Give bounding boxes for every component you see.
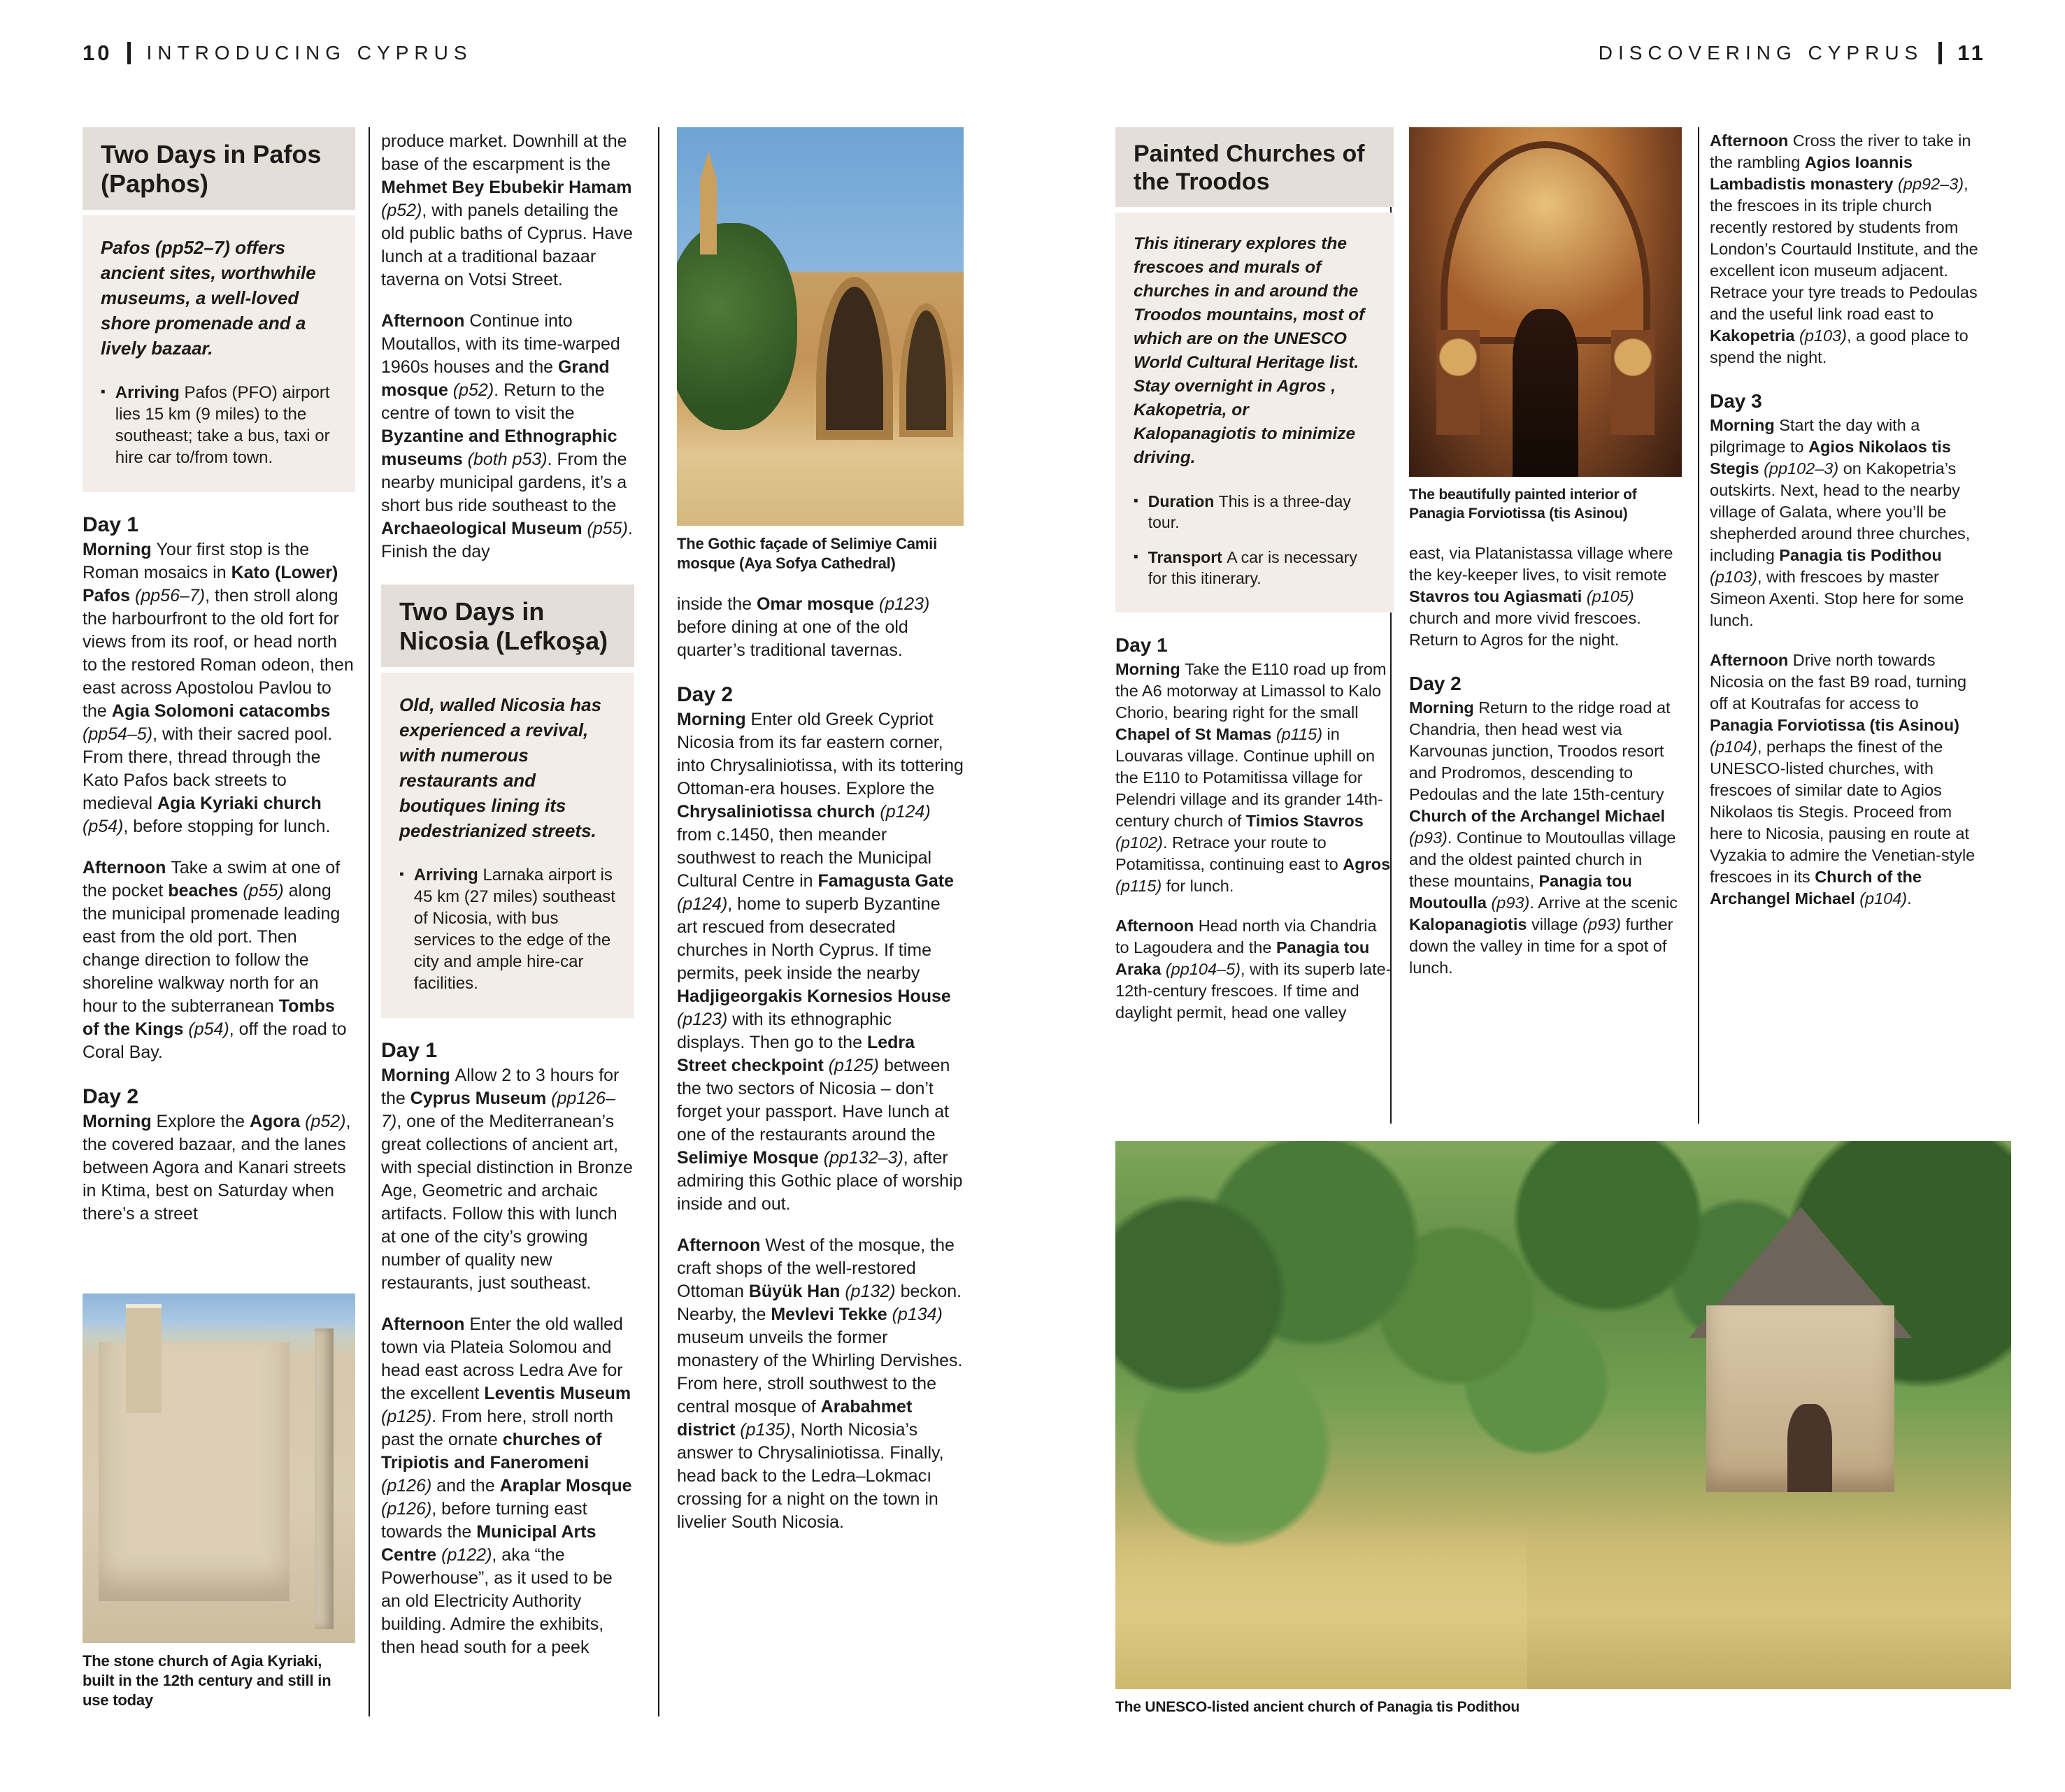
minaret-shape bbox=[700, 151, 717, 255]
itinerary-paragraph: Morning Your first stop is the Roman mosaics in Kato (Lower) Pafos (pp56–7), then stroll along the harbourfront to the old fort for views from its roof, or head north to the restored Roman odeon, then east across Apostolou Pavlou to the Agia Solomoni catacombs (pp54–5), with their sacred pool. From there, thread through the Kato Pafos back streets to medieval Agia Kyriaki church (p54), before stopping for lunch. bbox=[83, 540, 354, 836]
tree-shape bbox=[677, 223, 797, 430]
fact-text: Arriving Pafos (PFO) airport lies 15 km (9 miles) to the southeast; take a bus, taxi or hire car to/from town. bbox=[115, 383, 330, 467]
fresco-figure-shape bbox=[1436, 330, 1480, 435]
left-page-header bbox=[83, 41, 473, 66]
header-divider-bar bbox=[127, 42, 131, 64]
itinerary-paragraph: Afternoon Head north via Chandria to Lagoudera and the Panagia tou Araka (pp104–5), with its superb late-12th-century frescoes. If time and daylight permit, head one valley bbox=[1115, 917, 1392, 1022]
photo-landscape-image bbox=[1115, 1141, 2011, 1689]
belfry-shape bbox=[126, 1304, 162, 1413]
itinerary-paragraph: Afternoon Take a swim at one of the pocket beaches (p55) along the municipal promenade leading east from the old port. Then change direction to follow the shoreline walkway north for an hour to the subterranean Tombs of the Kings (p54), off the road to Coral Bay. bbox=[83, 858, 347, 1062]
day-heading: Day 1 bbox=[83, 513, 139, 536]
itinerary-paragraph: inside the Omar mosque (p123) before dining at one of the old quarter’s traditional tavernas. bbox=[677, 594, 930, 660]
fresco-figure-shape bbox=[1611, 330, 1655, 435]
column-rule bbox=[369, 127, 370, 1716]
column-troodos-4 bbox=[1115, 127, 1394, 1124]
square-bullet-icon: ▪ bbox=[399, 867, 404, 882]
itinerary-box-troodos bbox=[1115, 127, 1394, 612]
itinerary-box-pafos bbox=[83, 127, 355, 492]
day-heading: Day 1 bbox=[381, 1039, 438, 1062]
photo-panagia-forviotissa-interior bbox=[1409, 127, 1682, 523]
box-title-troodos: Painted Churches of the Troodos bbox=[1115, 127, 1394, 207]
column-pafos-1 bbox=[83, 127, 355, 1288]
left-page-number: 10 bbox=[83, 41, 113, 65]
itinerary-paragraph: produce market. Downhill at the base of the escarpment is the Mehmet Bey Ebubekir Hamam (p52), with panels detailing the old public baths of Cyprus. Have lunch at a traditional bazaar taverna on Votsi Street. bbox=[381, 131, 633, 289]
ancient-column-shape bbox=[315, 1328, 334, 1629]
column-nicosia-3 bbox=[677, 127, 964, 1716]
itinerary-paragraph: Afternoon Cross the river to take in the rambling Agios Ioannis Lambadistis monastery (pp92–3), the frescoes in its triple church recently restored by students from London’s Courtauld Institute, and the excellent icon museum adjacent. Retrace your tyre treads to Pedoulas and the useful link road east to Kakopetria (p103), a good place to spend the night. bbox=[1710, 131, 1978, 366]
photo-caption: The stone church of Agia Kyriaki, built in the 12th century and still in use today bbox=[83, 1652, 331, 1709]
itinerary-paragraph: Afternoon Drive north towards Nicosia on the fast B9 road, turning off at Koutrafas for access to Panagia Forviotissa (tis Asinou) (p104), perhaps the finest of the UNESCO-listed churches, with frescoes of similar date to Agios Nikolaos tis Stegis. Proceed from here to Nicosia, pausing en route at Vyzakia to admire the Venetian-style frescoes in its Church of the Archangel Michael (p104). bbox=[1710, 651, 1975, 908]
fact-text: Transport A car is necessary for this itinerary. bbox=[1148, 548, 1357, 587]
photo-caption: The UNESCO-listed ancient church of Panagia tis Podithou bbox=[1115, 1699, 1520, 1715]
day-heading: Day 1 bbox=[1115, 634, 1168, 656]
itinerary-paragraph: Afternoon West of the mosque, the craft shops of the well-restored Ottoman Büyük Han (p132) beckon. Nearby, the Mevlevi Tekke (p134) museum unveils the former monastery of the Whirling Dervishes. From here, stroll southwest to the central mosque of Arabahmet district (p135), North Nicosia’s answer to Chrysaliniotissa. Finally, head back to the Ledra–Lokmacı crossing for a night on the town in livelier South Nicosia. bbox=[677, 1235, 963, 1532]
right-section-title: DISCOVERING CYPRUS bbox=[1598, 42, 1924, 64]
photo-agia-kyriaki bbox=[83, 1293, 355, 1710]
square-bullet-icon: ▪ bbox=[1134, 550, 1138, 564]
fact-duration bbox=[1134, 491, 1376, 533]
column-troodos-6 bbox=[1710, 130, 1984, 1124]
itinerary-paragraph: Afternoon Enter the old walled town via Plateia Solomou and head east across Ledra Ave for the excellent Leventis Museum (p125). From here, stroll north past the ornate churches of Tripiotis and Faneromeni (p126) and the Araplar Mosque (p126), before turning east towards the Municipal Arts Centre (p122), aka “the Powerhouse”, as it used to be an old Electricity Authority building. Admire the exhibits, then head south for a peek bbox=[381, 1314, 632, 1657]
photo-caption: The Gothic façade of Selimiye Camii mosque (Aya Sofya Cathedral) bbox=[677, 535, 937, 572]
doorway-shape bbox=[1513, 309, 1578, 477]
day-heading: Day 2 bbox=[677, 683, 734, 706]
photo-agia-kyriaki-image bbox=[83, 1293, 355, 1643]
column-rule bbox=[658, 127, 659, 1716]
fact-transport bbox=[1134, 547, 1376, 589]
gothic-arch-shape bbox=[826, 287, 883, 430]
itinerary-paragraph: Afternoon Continue into Moutallos, with its time-warped 1960s houses and the Grand mosque (p52). Return to the centre of town to visit the Byzantine and Ethnographic museums (both p53). From the nearby municipal gardens, it’s a short bus ride southeast to the Archaeological Museum (p55). Finish the day bbox=[381, 311, 633, 561]
photo-panagia-tis-podithou bbox=[1115, 1141, 2011, 1716]
fact-arriving bbox=[399, 864, 616, 994]
itinerary-paragraph: Morning Allow 2 to 3 hours for the Cyprus Museum (pp126–7), one of the Mediterranean’s great collections of ancient art, with special distinction in Bronze Age, Geometric and archaic artifacts. Follow this with lunch at one of the city’s growing number of quality new restaurants, just southeast. bbox=[381, 1066, 633, 1293]
box-body-troodos bbox=[1115, 213, 1394, 612]
gothic-arch-shape bbox=[906, 310, 946, 430]
box-title-pafos: Two Days in Pafos (Paphos) bbox=[83, 127, 355, 210]
right-page-number: 11 bbox=[1957, 41, 1986, 65]
column-troodos-5 bbox=[1409, 127, 1682, 1124]
day-heading: Day 3 bbox=[1710, 390, 1762, 412]
day-heading: Day 2 bbox=[83, 1085, 139, 1108]
left-section-title: INTRODUCING CYPRUS bbox=[146, 42, 473, 64]
dry-grass-shape bbox=[1115, 1525, 1527, 1689]
box-intro-nicosia: Old, walled Nicosia has experienced a revival, with numerous restaurants and boutiques lining its pedestrianized streets. bbox=[399, 694, 601, 841]
box-title-nicosia: Two Days in Nicosia (Lefkoşa) bbox=[381, 585, 634, 667]
photo-selimiye-camii bbox=[677, 127, 964, 573]
photo-fresco-image bbox=[1409, 127, 1682, 477]
itinerary-paragraph: east, via Platanistassa village where the key-keeper lives, to visit remote Stavros tou Agiasmati (p105) church and more vivid frescoes. Return to Agros for the night. bbox=[1409, 544, 1673, 649]
church-door-shape bbox=[1787, 1404, 1832, 1491]
right-page-header bbox=[1599, 41, 1986, 66]
fact-text: Arriving Larnaka airport is 45 km (27 miles) southeast of Nicosia, with bus services to the edge of the city and ample hire-car facilities. bbox=[413, 866, 615, 993]
itinerary-paragraph: Morning Return to the ridge road at Chandria, then head west via Karvounas junction, Troodos resort and Prodromos, descending to Pedoulas and the late 15th-century Church of the Archangel Michael (p93). Continue to Moutoullas village and the oldest painted church in these mountains, Panagia tou Moutoulla (p93). Arrive at the scenic Kalopanagiotis village (p93) further down the valley in time for a spot of lunch. bbox=[1409, 698, 1678, 977]
itinerary-box-nicosia bbox=[381, 585, 634, 1018]
box-body-pafos bbox=[83, 215, 355, 492]
fact-text: Duration This is a three-day tour. bbox=[1148, 492, 1351, 531]
square-bullet-icon: ▪ bbox=[101, 385, 106, 399]
column-pafos-nicosia-2 bbox=[381, 130, 634, 1716]
itinerary-paragraph: Morning Explore the Agora (p52), the covered bazaar, and the lanes between Agora and Kanari streets in Ktima, best on Saturday when there’s a street bbox=[83, 1112, 351, 1224]
square-bullet-icon: ▪ bbox=[1134, 494, 1138, 508]
photo-caption: The beautifully painted interior of Panagia Forviotissa (tis Asinou) bbox=[1409, 487, 1637, 522]
column-rule bbox=[1698, 127, 1699, 1124]
photo-selimiye-camii-image bbox=[677, 127, 964, 526]
itinerary-paragraph: Morning Enter old Greek Cypriot Nicosia from its far eastern corner, into Chrysaliniotissa, with its tottering Ottoman-era houses. Explore the Chrysaliniotissa church (p124) from c.1450, then meander southwest to reach the Municipal Cultural Centre in Famagusta Gate (p124), home to superb Byzantine art rescued from desecrated churches in North Cyprus. If time permits, peek inside the nearby Hadjigeorgakis Kornesios House (p123) with its ethnographic displays. Then go to the Ledra Street checkpoint (p125) between the two sectors of Nicosia – don’t forget your passport. Have lunch at one of the restaurants around the Selimiye Mosque (pp132–3), after admiring this Gothic place of worship inside and out. bbox=[677, 710, 964, 1214]
box-intro-pafos: Pafos (pp52–7) offers ancient sites, worthwhile museums, a well-loved shore promenade and a lively bazaar. bbox=[101, 237, 316, 359]
fact-arriving bbox=[101, 382, 337, 468]
box-body-nicosia bbox=[381, 673, 634, 1018]
day-heading: Day 2 bbox=[1409, 673, 1462, 694]
itinerary-paragraph: Morning Take the E110 road up from the A6 motorway at Limassol to Kalo Chorio, bearing right for the small Chapel of St Mamas (p115) in Louvaras village. Continue uphill on the E110 to Potamitissa village for Pelendri village and its grander 14th-century church of Timios Stavros (p102). Retrace your route to Potamitissa, continuing east to Agros (p115) for lunch. bbox=[1115, 660, 1391, 895]
header-divider-bar bbox=[1938, 42, 1942, 64]
box-intro-troodos: This itinerary explores the frescoes and murals of churches in and around the Troodos mountains, most of which are on the UNESCO World Cultural Heritage list. Stay overnight in Agros , Kakopetria, or Kalopanagiotis to minimize driving. bbox=[1134, 234, 1365, 467]
itinerary-paragraph: Morning Start the day with a pilgrimage to Agios Nikolaos tis Stegis (pp102–3) on Kakopetria’s outskirts. Next, head to the nearby village of Galata, where you’ll be shepherded around three churches, including Panagia tis Podithou (p103), with frescoes by master Simeon Axenti. Stop here for some lunch. bbox=[1710, 416, 1971, 629]
